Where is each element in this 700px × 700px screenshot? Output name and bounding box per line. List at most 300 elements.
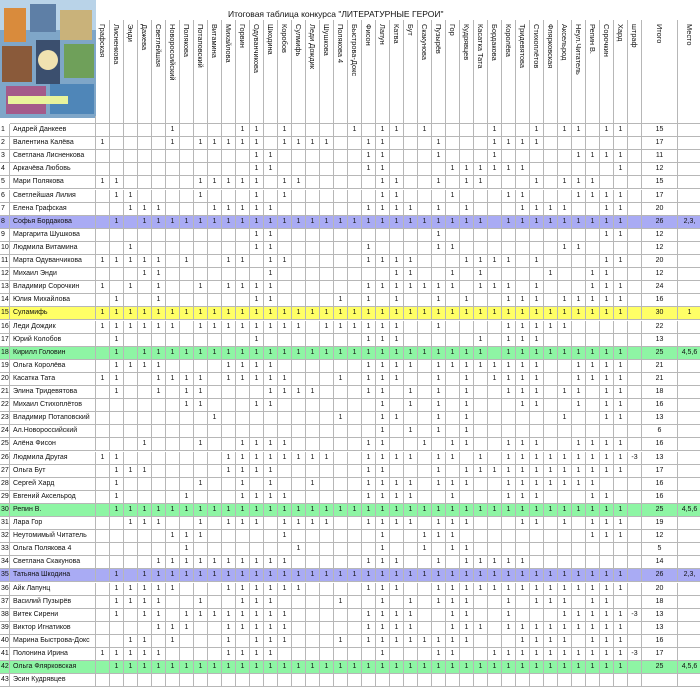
score-cell: 1 bbox=[264, 294, 278, 307]
score-cell bbox=[530, 150, 544, 163]
score-cell bbox=[208, 294, 222, 307]
score-cell: 1 bbox=[236, 491, 250, 504]
score-cell: 1 bbox=[502, 491, 516, 504]
score-cell: 1 bbox=[96, 255, 110, 268]
score-cell: 1 bbox=[250, 583, 264, 596]
table-title: Итоговая таблица конкурса "ЛИТЕРАТУРНЫЕ ГЕРОИ" bbox=[228, 9, 444, 19]
score-cell bbox=[138, 399, 152, 412]
fine-cell bbox=[628, 569, 642, 582]
score-cell bbox=[110, 203, 124, 216]
score-cell bbox=[180, 150, 194, 163]
fine-cell bbox=[628, 229, 642, 242]
score-cell bbox=[404, 465, 418, 478]
score-cell: 1 bbox=[516, 347, 530, 360]
score-cell bbox=[306, 674, 320, 687]
score-cell: 1 bbox=[278, 661, 292, 674]
participant-name: Маргарита Шушкова bbox=[10, 229, 96, 242]
score-cell: 1 bbox=[474, 583, 488, 596]
score-cell: 1 bbox=[362, 216, 376, 229]
score-cell bbox=[572, 491, 586, 504]
score-cell bbox=[362, 648, 376, 661]
score-cell bbox=[418, 176, 432, 189]
score-cell: 1 bbox=[390, 268, 404, 281]
column-header-label: Бут bbox=[406, 24, 415, 36]
score-cell bbox=[502, 229, 516, 242]
score-cell bbox=[110, 268, 124, 281]
score-cell bbox=[544, 386, 558, 399]
score-cell: 1 bbox=[376, 452, 390, 465]
score-cell bbox=[600, 425, 614, 438]
score-cell: 1 bbox=[614, 150, 628, 163]
row-number: 21 bbox=[0, 386, 10, 399]
score-cell bbox=[180, 360, 194, 373]
score-cell bbox=[138, 425, 152, 438]
score-cell bbox=[446, 465, 460, 478]
total-cell: 21 bbox=[642, 373, 678, 386]
score-cell bbox=[152, 452, 166, 465]
fine-cell bbox=[628, 307, 642, 320]
score-cell bbox=[418, 478, 432, 491]
score-cell: 1 bbox=[138, 504, 152, 517]
score-cell bbox=[544, 360, 558, 373]
score-cell: 1 bbox=[152, 307, 166, 320]
score-cell: 1 bbox=[362, 137, 376, 150]
score-cell: 1 bbox=[152, 347, 166, 360]
score-cell bbox=[376, 229, 390, 242]
score-cell: 1 bbox=[600, 281, 614, 294]
score-cell: 1 bbox=[250, 569, 264, 582]
score-cell bbox=[320, 530, 334, 543]
place-cell bbox=[678, 242, 700, 255]
score-cell bbox=[292, 163, 306, 176]
score-cell: 1 bbox=[600, 583, 614, 596]
score-cell bbox=[446, 124, 460, 137]
score-cell: 1 bbox=[460, 583, 474, 596]
participant-name: Ольга Флярковская bbox=[10, 661, 96, 674]
score-cell bbox=[516, 543, 530, 556]
score-cell bbox=[516, 229, 530, 242]
score-cell: 1 bbox=[250, 491, 264, 504]
score-cell bbox=[572, 425, 586, 438]
score-cell: 1 bbox=[558, 452, 572, 465]
score-cell: 1 bbox=[180, 386, 194, 399]
score-cell: 1 bbox=[278, 635, 292, 648]
score-cell: 1 bbox=[250, 334, 264, 347]
score-cell: 1 bbox=[138, 661, 152, 674]
score-cell: 1 bbox=[362, 661, 376, 674]
score-cell bbox=[404, 150, 418, 163]
score-cell: 1 bbox=[390, 321, 404, 334]
score-cell bbox=[208, 255, 222, 268]
participant-name: Витек Сирени bbox=[10, 609, 96, 622]
column-header-label: Королёва bbox=[504, 24, 513, 57]
score-cell: 1 bbox=[320, 569, 334, 582]
score-cell: 1 bbox=[376, 530, 390, 543]
score-cell: 1 bbox=[362, 360, 376, 373]
score-cell bbox=[558, 281, 572, 294]
score-cell: 1 bbox=[250, 163, 264, 176]
score-cell bbox=[166, 294, 180, 307]
fine-cell bbox=[628, 163, 642, 176]
score-cell bbox=[586, 229, 600, 242]
score-cell: 1 bbox=[558, 583, 572, 596]
score-cell bbox=[334, 203, 348, 216]
place-cell bbox=[678, 648, 700, 661]
score-cell bbox=[124, 216, 138, 229]
score-cell: 1 bbox=[236, 216, 250, 229]
score-cell: 1 bbox=[600, 648, 614, 661]
score-cell bbox=[334, 609, 348, 622]
score-cell bbox=[600, 543, 614, 556]
score-cell bbox=[404, 229, 418, 242]
score-cell: 1 bbox=[264, 242, 278, 255]
column-header-label: Полякова bbox=[182, 24, 191, 57]
score-cell bbox=[488, 635, 502, 648]
score-cell bbox=[180, 635, 194, 648]
score-cell bbox=[404, 674, 418, 687]
score-cell: 1 bbox=[460, 307, 474, 320]
score-cell: 1 bbox=[572, 609, 586, 622]
score-cell bbox=[488, 596, 502, 609]
score-cell: 1 bbox=[460, 635, 474, 648]
score-cell bbox=[348, 583, 362, 596]
score-cell bbox=[180, 596, 194, 609]
participant-name: Светлана Лисненкова bbox=[10, 150, 96, 163]
score-cell: 1 bbox=[362, 491, 376, 504]
place-cell bbox=[678, 596, 700, 609]
score-cell bbox=[138, 452, 152, 465]
score-cell bbox=[614, 268, 628, 281]
score-cell: 1 bbox=[572, 150, 586, 163]
score-cell bbox=[432, 622, 446, 635]
score-cell bbox=[306, 543, 320, 556]
score-cell: 1 bbox=[530, 465, 544, 478]
score-cell: 1 bbox=[138, 216, 152, 229]
score-cell: 1 bbox=[278, 569, 292, 582]
place-cell bbox=[678, 465, 700, 478]
fine-cell bbox=[628, 674, 642, 687]
score-cell bbox=[586, 334, 600, 347]
score-cell: 1 bbox=[278, 452, 292, 465]
score-cell bbox=[390, 425, 404, 438]
score-cell bbox=[152, 176, 166, 189]
column-header-label: Полякова 4 bbox=[336, 24, 345, 64]
score-cell: 1 bbox=[572, 478, 586, 491]
score-cell bbox=[558, 268, 572, 281]
score-cell: 1 bbox=[572, 373, 586, 386]
score-cell: 1 bbox=[376, 399, 390, 412]
score-cell: 1 bbox=[544, 347, 558, 360]
score-cell bbox=[222, 674, 236, 687]
score-cell: 1 bbox=[502, 386, 516, 399]
score-cell: 1 bbox=[292, 347, 306, 360]
score-cell bbox=[138, 386, 152, 399]
score-cell bbox=[334, 255, 348, 268]
score-cell bbox=[306, 124, 320, 137]
score-cell bbox=[194, 543, 208, 556]
score-cell bbox=[544, 176, 558, 189]
score-cell: 1 bbox=[166, 321, 180, 334]
score-cell: 1 bbox=[516, 307, 530, 320]
score-cell: 1 bbox=[488, 163, 502, 176]
score-cell bbox=[152, 137, 166, 150]
score-cell bbox=[488, 203, 502, 216]
total-cell: 26 bbox=[642, 216, 678, 229]
score-cell: 1 bbox=[180, 491, 194, 504]
score-cell bbox=[208, 242, 222, 255]
score-cell: 1 bbox=[558, 216, 572, 229]
score-cell: 1 bbox=[572, 307, 586, 320]
score-cell bbox=[306, 229, 320, 242]
score-cell bbox=[362, 425, 376, 438]
score-cell bbox=[474, 517, 488, 530]
score-cell bbox=[292, 635, 306, 648]
score-cell: 1 bbox=[558, 176, 572, 189]
score-cell bbox=[348, 255, 362, 268]
score-cell bbox=[544, 163, 558, 176]
score-cell bbox=[334, 190, 348, 203]
score-cell bbox=[404, 438, 418, 451]
score-cell bbox=[320, 294, 334, 307]
score-cell: 1 bbox=[110, 373, 124, 386]
score-cell bbox=[152, 543, 166, 556]
score-cell bbox=[418, 399, 432, 412]
score-cell: 1 bbox=[418, 543, 432, 556]
score-cell bbox=[194, 294, 208, 307]
score-cell bbox=[544, 229, 558, 242]
score-cell: 1 bbox=[558, 347, 572, 360]
score-cell: 1 bbox=[250, 452, 264, 465]
score-cell: 1 bbox=[320, 347, 334, 360]
score-cell bbox=[166, 491, 180, 504]
score-cell: 1 bbox=[446, 622, 460, 635]
score-cell: 1 bbox=[292, 583, 306, 596]
score-cell: 1 bbox=[334, 307, 348, 320]
score-cell bbox=[124, 609, 138, 622]
score-cell bbox=[530, 163, 544, 176]
score-cell: 1 bbox=[558, 648, 572, 661]
score-cell: 1 bbox=[474, 452, 488, 465]
column-header bbox=[432, 20, 446, 124]
score-cell bbox=[306, 596, 320, 609]
score-cell: 1 bbox=[264, 163, 278, 176]
score-cell: 1 bbox=[376, 504, 390, 517]
score-cell bbox=[320, 386, 334, 399]
score-cell bbox=[194, 203, 208, 216]
score-cell bbox=[96, 360, 110, 373]
score-cell bbox=[278, 360, 292, 373]
column-header-label: Пузырёв bbox=[434, 24, 443, 54]
row-number: 17 bbox=[0, 334, 10, 347]
score-cell bbox=[572, 321, 586, 334]
score-cell: 1 bbox=[110, 190, 124, 203]
score-cell: 1 bbox=[152, 648, 166, 661]
score-cell: 1 bbox=[362, 609, 376, 622]
score-cell: 1 bbox=[194, 216, 208, 229]
score-cell: 1 bbox=[502, 334, 516, 347]
score-cell: 1 bbox=[376, 307, 390, 320]
score-cell: 1 bbox=[572, 190, 586, 203]
column-header-label: Хард bbox=[616, 24, 625, 42]
score-cell bbox=[96, 569, 110, 582]
score-cell bbox=[516, 412, 530, 425]
score-cell bbox=[600, 334, 614, 347]
score-cell bbox=[446, 176, 460, 189]
participant-name: Людмила Витамина bbox=[10, 242, 96, 255]
score-cell: 1 bbox=[362, 242, 376, 255]
score-cell: 1 bbox=[502, 609, 516, 622]
score-cell bbox=[222, 124, 236, 137]
score-cell bbox=[152, 412, 166, 425]
score-cell bbox=[96, 556, 110, 569]
score-cell: 1 bbox=[516, 360, 530, 373]
row-number: 23 bbox=[0, 412, 10, 425]
place-cell bbox=[678, 452, 700, 465]
score-cell: 1 bbox=[516, 452, 530, 465]
score-cell bbox=[138, 137, 152, 150]
score-cell: 1 bbox=[264, 216, 278, 229]
score-cell: 1 bbox=[474, 569, 488, 582]
score-cell: 1 bbox=[236, 452, 250, 465]
participant-name: Сергей Хард bbox=[10, 478, 96, 491]
fine-cell bbox=[628, 661, 642, 674]
score-cell: 1 bbox=[278, 438, 292, 451]
score-cell bbox=[236, 674, 250, 687]
score-cell bbox=[418, 452, 432, 465]
score-cell bbox=[460, 321, 474, 334]
score-cell bbox=[152, 674, 166, 687]
score-cell: 1 bbox=[390, 556, 404, 569]
score-cell: 1 bbox=[446, 635, 460, 648]
score-cell bbox=[250, 255, 264, 268]
score-cell: 1 bbox=[96, 281, 110, 294]
score-cell bbox=[110, 674, 124, 687]
score-cell: 1 bbox=[446, 478, 460, 491]
total-cell: 21 bbox=[642, 360, 678, 373]
score-cell bbox=[474, 530, 488, 543]
score-cell bbox=[516, 530, 530, 543]
score-cell bbox=[124, 556, 138, 569]
score-cell: 1 bbox=[166, 137, 180, 150]
score-cell bbox=[432, 163, 446, 176]
place-cell: 4,5,6 bbox=[678, 347, 700, 360]
column-header-label: Неул.Читатель bbox=[574, 24, 583, 75]
score-cell: 1 bbox=[264, 491, 278, 504]
score-cell: 1 bbox=[376, 517, 390, 530]
score-cell: 1 bbox=[138, 255, 152, 268]
place-cell bbox=[678, 373, 700, 386]
score-cell: 1 bbox=[124, 190, 138, 203]
score-cell bbox=[124, 478, 138, 491]
score-cell: 1 bbox=[432, 530, 446, 543]
score-cell bbox=[236, 268, 250, 281]
score-cell: 1 bbox=[432, 294, 446, 307]
score-cell bbox=[516, 596, 530, 609]
score-cell: 1 bbox=[96, 176, 110, 189]
score-cell: 1 bbox=[208, 661, 222, 674]
score-cell bbox=[474, 203, 488, 216]
score-cell: 1 bbox=[264, 583, 278, 596]
score-cell: 1 bbox=[586, 530, 600, 543]
score-cell: 1 bbox=[152, 203, 166, 216]
score-cell bbox=[404, 412, 418, 425]
score-cell: 1 bbox=[376, 478, 390, 491]
score-cell bbox=[334, 399, 348, 412]
score-cell bbox=[306, 190, 320, 203]
place-cell bbox=[678, 622, 700, 635]
score-cell bbox=[348, 596, 362, 609]
score-cell: 1 bbox=[530, 478, 544, 491]
score-cell: 1 bbox=[586, 661, 600, 674]
score-cell bbox=[460, 124, 474, 137]
score-cell bbox=[222, 268, 236, 281]
fine-cell bbox=[628, 478, 642, 491]
score-cell: 1 bbox=[222, 504, 236, 517]
score-cell: 1 bbox=[152, 255, 166, 268]
score-cell: 1 bbox=[516, 661, 530, 674]
score-cell bbox=[334, 360, 348, 373]
score-cell: 1 bbox=[152, 268, 166, 281]
row-number: 16 bbox=[0, 321, 10, 334]
score-cell bbox=[418, 373, 432, 386]
column-header bbox=[124, 20, 138, 124]
score-cell bbox=[446, 321, 460, 334]
score-cell: 1 bbox=[614, 465, 628, 478]
score-cell: 1 bbox=[278, 583, 292, 596]
score-cell: 1 bbox=[530, 347, 544, 360]
score-cell: 1 bbox=[334, 596, 348, 609]
fine-cell bbox=[628, 543, 642, 556]
score-cell bbox=[432, 438, 446, 451]
score-cell bbox=[320, 491, 334, 504]
score-cell: 1 bbox=[222, 622, 236, 635]
score-cell bbox=[404, 648, 418, 661]
score-cell bbox=[334, 438, 348, 451]
score-cell bbox=[264, 137, 278, 150]
score-cell bbox=[292, 281, 306, 294]
score-cell: 1 bbox=[390, 176, 404, 189]
score-cell: 1 bbox=[138, 465, 152, 478]
score-cell: 1 bbox=[474, 176, 488, 189]
score-cell: 1 bbox=[362, 465, 376, 478]
score-cell bbox=[320, 281, 334, 294]
score-cell bbox=[278, 465, 292, 478]
score-cell bbox=[124, 229, 138, 242]
score-cell: 1 bbox=[376, 137, 390, 150]
score-cell: 1 bbox=[530, 569, 544, 582]
score-cell bbox=[516, 281, 530, 294]
score-cell bbox=[208, 190, 222, 203]
score-cell bbox=[572, 635, 586, 648]
score-cell: 1 bbox=[530, 176, 544, 189]
score-cell: 1 bbox=[460, 360, 474, 373]
score-cell: 1 bbox=[306, 216, 320, 229]
column-header-label: Леди Дождик bbox=[308, 24, 317, 70]
score-cell bbox=[474, 294, 488, 307]
score-cell: 1 bbox=[236, 661, 250, 674]
participant-name: Виктор Игнатиков bbox=[10, 622, 96, 635]
score-cell: 1 bbox=[194, 478, 208, 491]
place-cell: 4,5,6 bbox=[678, 504, 700, 517]
score-cell bbox=[376, 268, 390, 281]
score-cell bbox=[166, 438, 180, 451]
score-cell: 1 bbox=[222, 661, 236, 674]
score-cell: 1 bbox=[362, 294, 376, 307]
score-cell bbox=[236, 294, 250, 307]
place-cell bbox=[678, 583, 700, 596]
score-cell: 1 bbox=[292, 569, 306, 582]
score-cell bbox=[96, 190, 110, 203]
